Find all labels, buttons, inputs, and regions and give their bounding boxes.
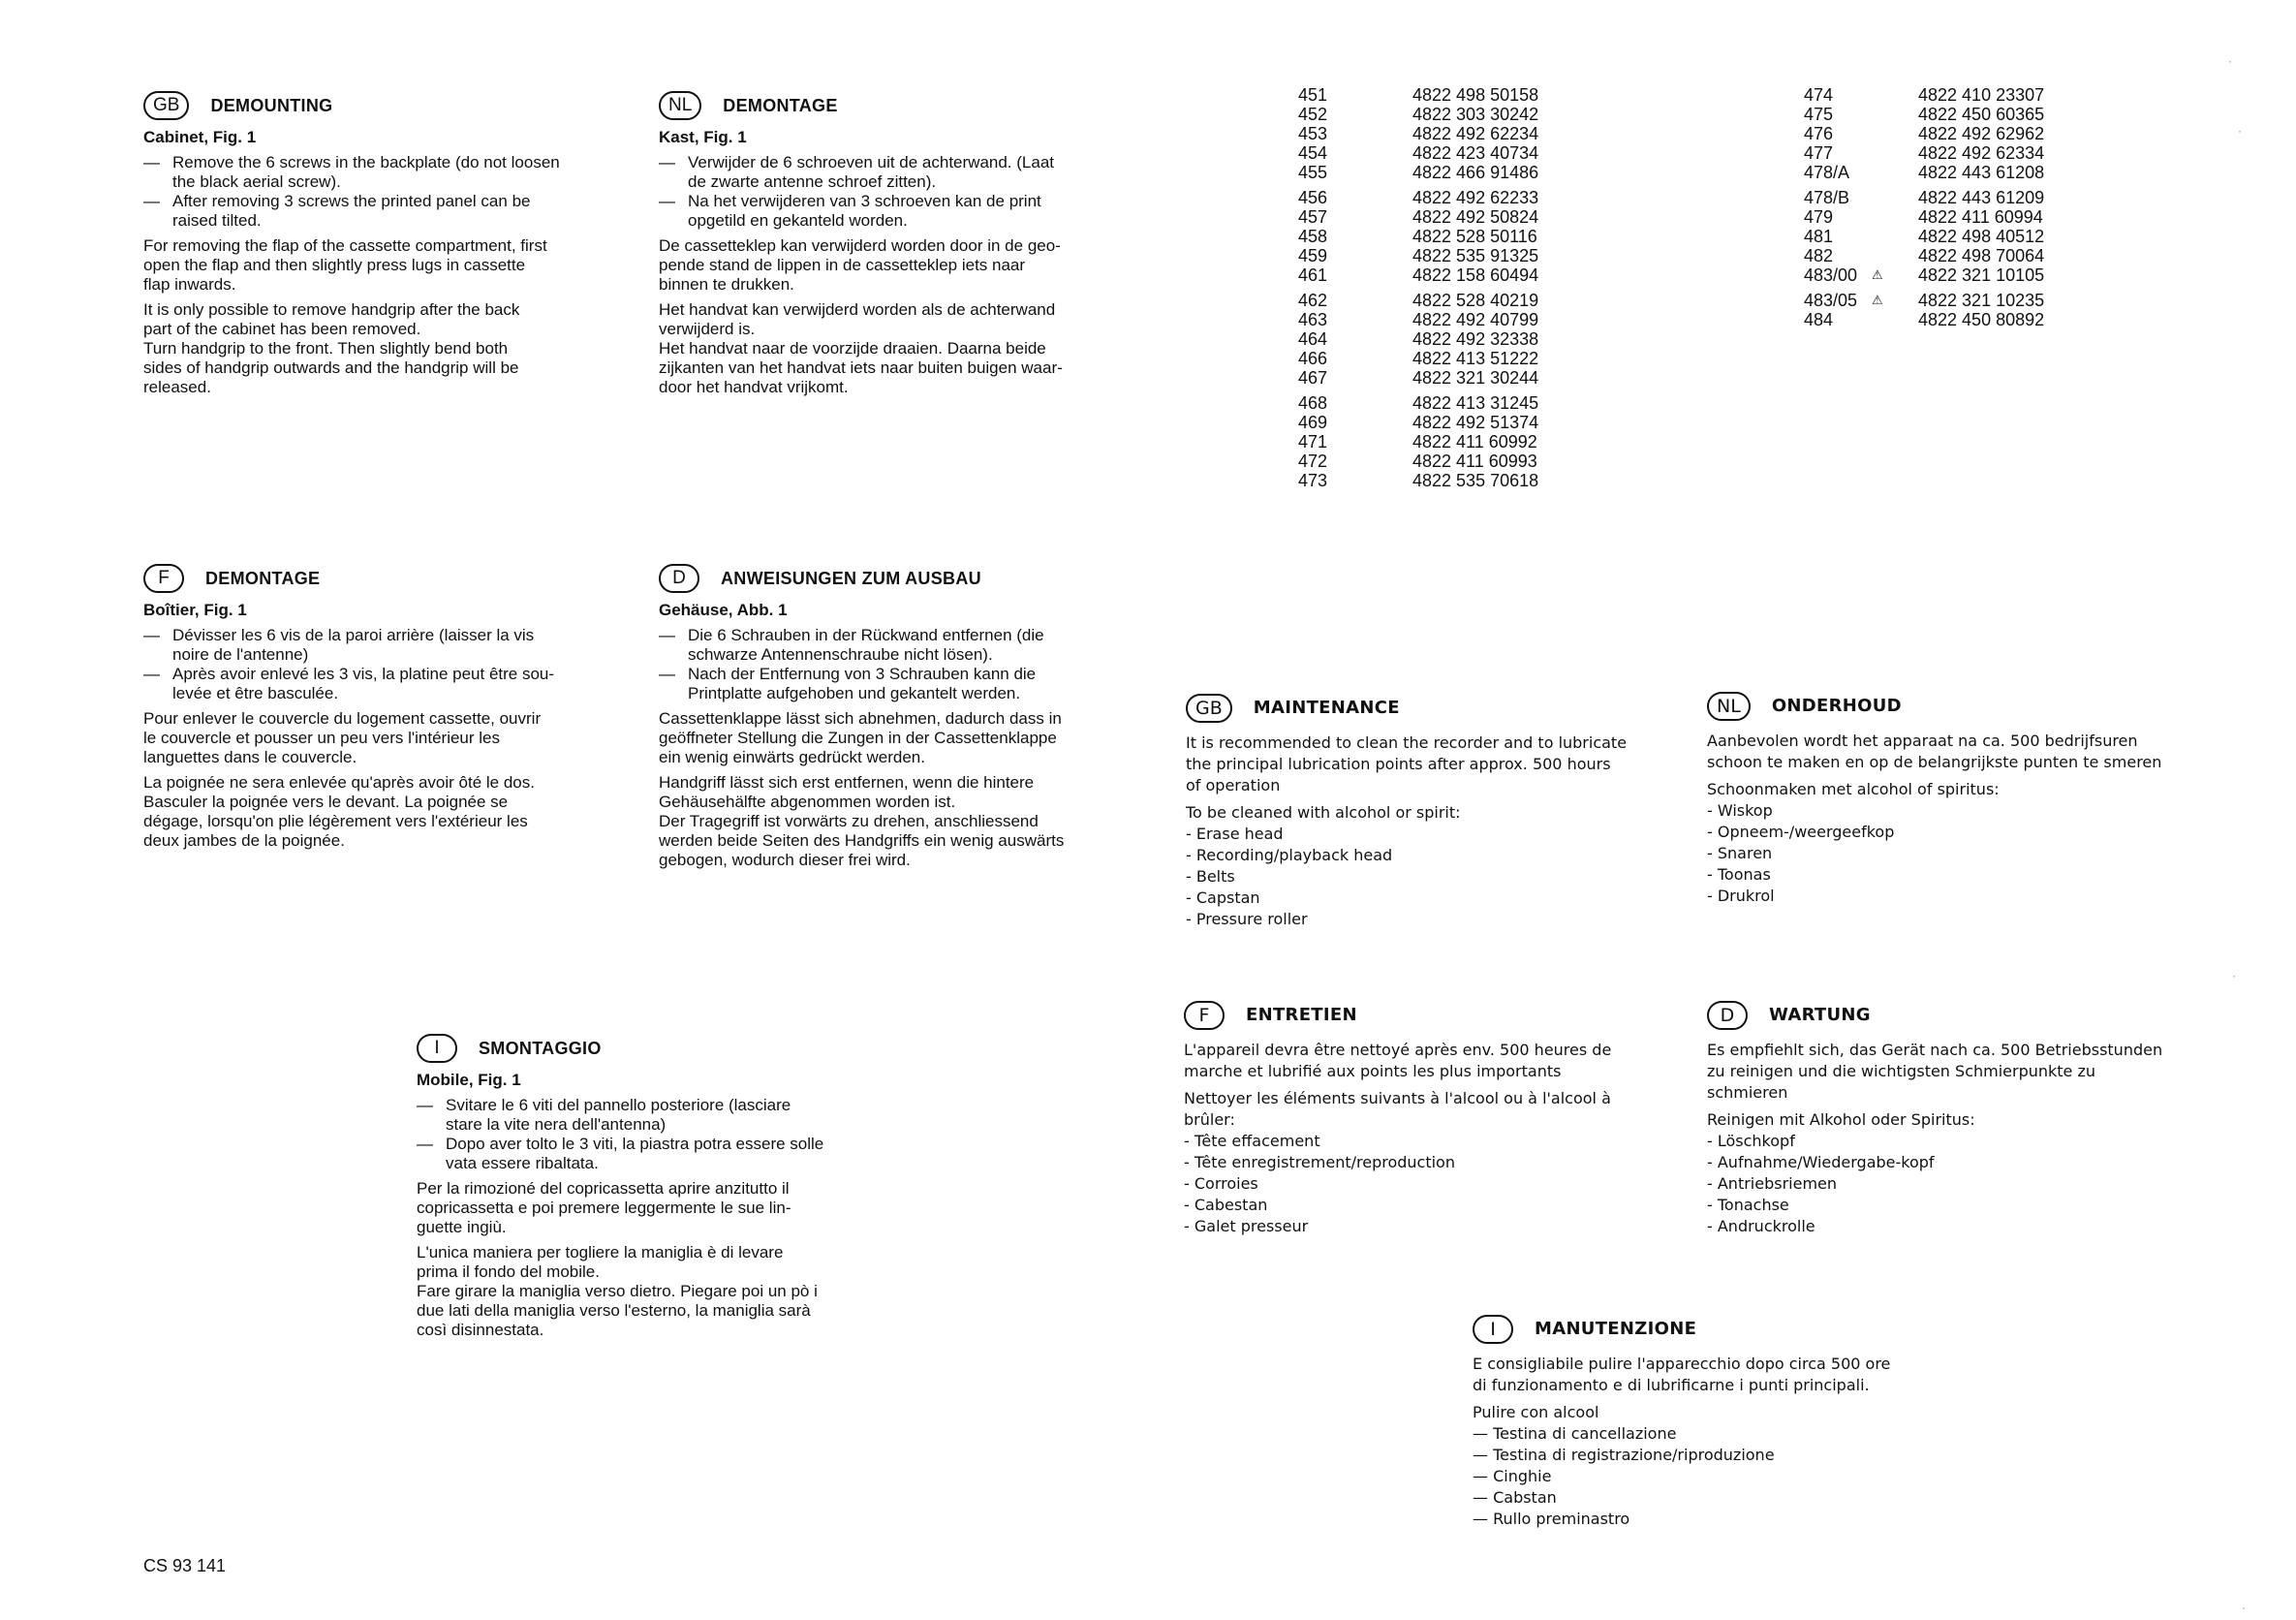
- section-title: ANWEISUNGEN ZUM AUSBAU: [721, 569, 981, 588]
- part-code: 4822 498 50158: [1412, 85, 1539, 105]
- parts-row: [1298, 265, 1589, 285]
- section-header: [1707, 1001, 2230, 1030]
- parts-row: [1804, 188, 2094, 207]
- paragraph: L'unica maniera per togliere la maniglia è di levare prima il fondo del mobile. Fare girare la maniglia verso dietro. Piegare poi un pò i due lati della maniglia verso l'esterno, la maniglia sarà così disinnestata.: [417, 1243, 818, 1339]
- parts-row: [1298, 471, 1589, 490]
- part-code: 4822 450 60365: [1918, 105, 2045, 124]
- section-title: MAINTENANCE: [1253, 698, 1400, 718]
- dash-bullet: —: [659, 626, 675, 644]
- language-badge: F: [1184, 1001, 1225, 1030]
- cleaning-item: - Tonachse: [1707, 1196, 1789, 1214]
- parts-row: [1804, 227, 2094, 246]
- dash-bullet: —: [659, 192, 675, 210]
- instruction-text: Dévisser les 6 vis de la paroi arrière (laisser la vis noire de l'antenne): [172, 626, 535, 664]
- part-number: 461: [1298, 265, 1328, 285]
- cleaning-item: - Tête effacement: [1184, 1132, 1320, 1150]
- part-number: 463: [1298, 310, 1328, 329]
- dash-bullet: —: [659, 665, 675, 683]
- instruction-item: [143, 626, 628, 665]
- part-number: 466: [1298, 349, 1328, 368]
- dash-bullet: —: [417, 1096, 433, 1114]
- cleaning-item: — Cabstan: [1473, 1488, 1557, 1507]
- part-code: 4822 492 51374: [1412, 413, 1539, 432]
- part-code: 4822 443 61209: [1918, 188, 2045, 207]
- cleaning-item: - Opneem-/weergeefkop: [1707, 823, 1895, 841]
- section-subtitle: Boîtier, Fig. 1: [143, 601, 247, 619]
- maintenance-intro: E consigliabile pulire l'apparecchio dopo circa 500 ore di funzionamento e di lubrificarne i punti principali.: [1473, 1355, 1891, 1394]
- document-code: CS 93 141: [143, 1556, 227, 1575]
- part-number: 482: [1804, 246, 1834, 265]
- section-subtitle: Cabinet, Fig. 1: [143, 128, 257, 146]
- parts-row: [1804, 124, 2094, 143]
- parts-row: [1298, 413, 1589, 432]
- paragraph: It is only possible to remove handgrip after the back part of the cabinet has been removed. Turn handgrip to the front. Then slightly bend both sides of handgrip outwards and the handgrip will be released.: [143, 300, 520, 396]
- cleaning-label: Schoonmaken met alcohol of spiritus:: [1707, 780, 2000, 798]
- part-number: 476: [1804, 124, 1834, 143]
- part-number: 474: [1804, 85, 1834, 105]
- parts-row: [1298, 349, 1589, 368]
- parts-row: [1804, 265, 2094, 285]
- part-number: 468: [1298, 393, 1328, 413]
- section-title: DEMONTAGE: [205, 569, 321, 588]
- part-code: 4822 411 60994: [1918, 207, 2043, 227]
- part-code: 4822 413 51222: [1412, 349, 1539, 368]
- parts-row: [1298, 246, 1589, 265]
- paragraph: Pour enlever le couvercle du logement cassette, ouvrir le couvercle et pousser un peu vers l'intérieur les languettes dans le couvercle.: [143, 709, 542, 766]
- part-code: 4822 498 70064: [1918, 246, 2045, 265]
- instruction-text: Verwijder de 6 schroeven uit de achterwand. (Laat de zwarte antenne schroef zitten).: [688, 153, 1055, 191]
- cleaning-item: - Toonas: [1707, 865, 1771, 884]
- dash-bullet: —: [143, 665, 160, 683]
- parts-row: [1298, 432, 1589, 452]
- part-code: 4822 321 30244: [1412, 368, 1539, 388]
- maintenance-intro: Aanbevolen wordt het apparaat na ca. 500 bedrijfsuren schoon te maken en op de belangrijkste punten te smeren: [1707, 732, 2162, 771]
- section-f-demontage: [143, 564, 628, 851]
- section-header: [1184, 1001, 1668, 1030]
- part-number: 481: [1804, 227, 1834, 246]
- paragraph: Cassettenklappe lässt sich abnehmen, dadurch dass in geöffneter Stellung die Zungen in der Cassettenklappe ein wenig einwärts gedrückt werden.: [659, 709, 1062, 766]
- part-code: 4822 492 62234: [1412, 124, 1539, 143]
- part-code: 4822 321 10235: [1918, 291, 2045, 310]
- instruction-item: [659, 192, 1163, 231]
- instruction-text: Remove the 6 screws in the backplate (do not loosen the black aerial screw).: [172, 153, 560, 191]
- part-number: 457: [1298, 207, 1328, 227]
- maintenance-intro: It is recommended to clean the recorder and to lubricate the principal lubrication points after approx. 500 hours of operation: [1186, 733, 1628, 794]
- part-number: 459: [1298, 246, 1328, 265]
- part-code: 4822 498 40512: [1918, 227, 2045, 246]
- part-code: 4822 443 61208: [1918, 163, 2045, 182]
- scan-mark: ·: [2242, 1601, 2246, 1614]
- parts-row: [1804, 310, 2094, 329]
- section-header: [1707, 692, 2230, 721]
- cleaning-label: To be cleaned with alcohol or spirit:: [1186, 803, 1461, 822]
- part-code: 4822 492 62233: [1412, 188, 1539, 207]
- instruction-text: Après avoir enlevé les 3 vis, la platine peut être sou- levée et être basculée.: [172, 665, 555, 702]
- instruction-text: Dopo aver tolto le 3 viti, la piastra potra essere solle vata essere ribaltata.: [446, 1135, 824, 1172]
- section-subtitle: Mobile, Fig. 1: [417, 1071, 521, 1089]
- language-badge: I: [1473, 1315, 1513, 1344]
- section-title: ONDERHOUD: [1771, 696, 1902, 716]
- parts-row: [1298, 310, 1589, 329]
- cleaning-item: - Cabestan: [1184, 1196, 1268, 1214]
- cleaning-label: Nettoyer les éléments suivants à l'alcool ou à l'alcool à brûler:: [1184, 1089, 1611, 1129]
- instruction-item: [417, 1096, 901, 1135]
- dash-bullet: —: [659, 153, 675, 171]
- part-number: 483/05: [1804, 291, 1858, 310]
- cleaning-item: - Löschkopf: [1707, 1132, 1795, 1150]
- language-badge: NL: [1707, 692, 1751, 721]
- warning-icon: ⚠: [1872, 293, 1883, 307]
- instruction-item: [659, 665, 1163, 703]
- cleaning-item: - Drukrol: [1707, 887, 1775, 905]
- part-number: 452: [1298, 105, 1328, 124]
- part-number: 467: [1298, 368, 1328, 388]
- part-code: 4822 535 91325: [1412, 246, 1539, 265]
- maintenance-intro: Es empfiehlt sich, das Gerät nach ca. 500 Betriebsstunden zu reinigen und die wichtigsten Schmierpunkte zu schmieren: [1707, 1041, 2163, 1102]
- cleaning-item: — Testina di cancellazione: [1473, 1424, 1677, 1443]
- parts-list-col2: [1804, 85, 2094, 329]
- language-badge: NL: [659, 91, 701, 120]
- part-code: 4822 303 30242: [1412, 105, 1539, 124]
- cleaning-item: - Aufnahme/Wiedergabe-kopf: [1707, 1153, 1935, 1171]
- parts-row: [1804, 246, 2094, 265]
- parts-row: [1298, 85, 1589, 105]
- instruction-item: [417, 1135, 901, 1173]
- part-number: 455: [1298, 163, 1328, 182]
- dash-bullet: —: [143, 626, 160, 644]
- instruction-item: [143, 153, 628, 192]
- part-code: 4822 450 80892: [1918, 310, 2045, 329]
- section-title: MANUTENZIONE: [1535, 1319, 1697, 1339]
- language-badge: F: [143, 564, 184, 593]
- parts-row: [1804, 291, 2094, 310]
- section-title: ENTRETIEN: [1246, 1005, 1357, 1025]
- cleaning-item: - Andruckrolle: [1707, 1217, 1815, 1235]
- part-code: 4822 492 50824: [1412, 207, 1539, 227]
- cleaning-item: - Antriebsriemen: [1707, 1174, 1838, 1193]
- dash-bullet: —: [143, 153, 160, 171]
- section-i-manutenzione: [1473, 1315, 1976, 1530]
- parts-list-col1: [1298, 85, 1589, 490]
- section-nl-onderhoud: [1707, 692, 2230, 907]
- section-i-smontaggio: [417, 1034, 901, 1340]
- section-header: [659, 91, 1163, 120]
- language-badge: GB: [143, 91, 189, 120]
- part-number: 462: [1298, 291, 1328, 310]
- section-f-entretien: [1184, 1001, 1668, 1237]
- language-badge: D: [1707, 1001, 1748, 1030]
- part-code: 4822 535 70618: [1412, 471, 1539, 490]
- part-code: 4822 411 60992: [1412, 432, 1537, 452]
- section-header: [659, 564, 1163, 593]
- part-number: 469: [1298, 413, 1328, 432]
- parts-row: [1804, 85, 2094, 105]
- cleaning-label: Pulire con alcool: [1473, 1403, 1599, 1421]
- part-number: 464: [1298, 329, 1328, 349]
- section-title: WARTUNG: [1769, 1005, 1871, 1025]
- parts-row: [1804, 143, 2094, 163]
- parts-row: [1298, 143, 1589, 163]
- part-number: 471: [1298, 432, 1328, 452]
- part-number: 477: [1804, 143, 1834, 163]
- language-badge: I: [417, 1034, 457, 1063]
- cleaning-item: - Recording/playback head: [1186, 846, 1393, 864]
- instruction-text: Nach der Entfernung von 3 Schrauben kann die Printplatte aufgehoben und gekantelt werden.: [688, 665, 1037, 702]
- section-gb-demounting: [143, 91, 628, 397]
- part-number: 475: [1804, 105, 1834, 124]
- part-code: 4822 423 40734: [1412, 143, 1539, 163]
- parts-row: [1298, 207, 1589, 227]
- parts-row: [1298, 227, 1589, 246]
- instruction-text: After removing 3 screws the printed panel can be raised tilted.: [172, 192, 531, 230]
- section-title: SMONTAGGIO: [479, 1039, 602, 1058]
- section-d-wartung: [1707, 1001, 2230, 1237]
- instruction-item: [659, 626, 1163, 665]
- part-code: 4822 466 91486: [1412, 163, 1539, 182]
- parts-row: [1804, 163, 2094, 182]
- part-number: 473: [1298, 471, 1328, 490]
- cleaning-item: - Galet presseur: [1184, 1217, 1309, 1235]
- parts-row: [1298, 188, 1589, 207]
- instruction-text: Svitare le 6 viti del pannello posteriore (lasciare stare la vite nera dell'antenna): [446, 1096, 791, 1134]
- dash-bullet: —: [143, 192, 160, 210]
- part-code: 4822 492 62962: [1918, 124, 2045, 143]
- paragraph: Per la rimozioné del copricassetta aprire anzitutto il copricassetta e poi premere leggermente le sue lin- guette ingiù.: [417, 1179, 791, 1236]
- cleaning-item: - Snaren: [1707, 844, 1773, 862]
- parts-row: [1804, 207, 2094, 227]
- section-d-ausbau: [659, 564, 1163, 870]
- instruction-item: [659, 153, 1163, 192]
- paragraph: La poignée ne sera enlevée qu'après avoir ôté le dos. Basculer la poignée vers le devant. La poignée se dégage, lorsqu'on plie légèrement vers l'extérieur les deux jambes de la poignée.: [143, 773, 535, 850]
- section-nl-demontage: [659, 91, 1163, 397]
- cleaning-item: - Wiskop: [1707, 801, 1773, 820]
- part-code: 4822 492 32338: [1412, 329, 1539, 349]
- instruction-text: Die 6 Schrauben in der Rückwand entfernen (die schwarze Antennenschraube nicht lösen).: [688, 626, 1044, 664]
- cleaning-item: - Corroies: [1184, 1174, 1258, 1193]
- scan-mark: ·: [2238, 124, 2242, 138]
- language-badge: GB: [1186, 694, 1232, 723]
- part-number: 453: [1298, 124, 1328, 143]
- instruction-item: [143, 665, 628, 703]
- part-number: 458: [1298, 227, 1328, 246]
- cleaning-item: - Belts: [1186, 867, 1235, 886]
- cleaning-item: - Pressure roller: [1186, 910, 1308, 928]
- part-code: 4822 410 23307: [1918, 85, 2045, 105]
- cleaning-item: - Capstan: [1186, 888, 1260, 907]
- part-code: 4822 528 40219: [1412, 291, 1539, 310]
- parts-row: [1298, 368, 1589, 388]
- cleaning-item: - Erase head: [1186, 825, 1284, 843]
- instruction-item: [143, 192, 628, 231]
- part-code: 4822 413 31245: [1412, 393, 1539, 413]
- warning-icon: ⚠: [1872, 267, 1883, 282]
- cleaning-label: Reinigen mit Alkohol oder Spiritus:: [1707, 1110, 1975, 1129]
- parts-row: [1298, 393, 1589, 413]
- parts-row: [1804, 105, 2094, 124]
- part-number: 483/00: [1804, 265, 1858, 285]
- scan-mark: ·: [2232, 969, 2236, 982]
- parts-row: [1298, 163, 1589, 182]
- parts-row: [1298, 124, 1589, 143]
- part-number: 454: [1298, 143, 1328, 163]
- part-number: 456: [1298, 188, 1328, 207]
- section-header: [417, 1034, 901, 1063]
- language-badge: D: [659, 564, 699, 593]
- part-number: 451: [1298, 85, 1328, 105]
- section-title: DEMOUNTING: [210, 96, 333, 115]
- paragraph: Het handvat kan verwijderd worden als de achterwand verwijderd is. Het handvat naar de voorzijde draaien. Daarna beide zijkanten van het handvat iets naar buiten buigen waar- door het handvat vrijkomt.: [659, 300, 1063, 396]
- part-code: 4822 492 62334: [1918, 143, 2045, 163]
- cleaning-item: — Rullo preminastro: [1473, 1510, 1630, 1528]
- parts-row: [1298, 329, 1589, 349]
- parts-row: [1298, 105, 1589, 124]
- part-code: 4822 158 60494: [1412, 265, 1539, 285]
- section-header: [1186, 694, 1690, 723]
- scan-mark: ·: [2228, 54, 2232, 68]
- part-number: 479: [1804, 207, 1834, 227]
- section-subtitle: Kast, Fig. 1: [659, 128, 747, 146]
- section-title: DEMONTAGE: [723, 96, 838, 115]
- parts-row: [1298, 291, 1589, 310]
- part-number: 478/A: [1804, 163, 1850, 182]
- section-subtitle: Gehäuse, Abb. 1: [659, 601, 788, 619]
- instruction-text: Na het verwijderen van 3 schroeven kan de print opgetild en gekanteld worden.: [688, 192, 1041, 230]
- cleaning-item: - Tête enregistrement/reproduction: [1184, 1153, 1455, 1171]
- section-header: [143, 564, 628, 593]
- part-number: 484: [1804, 310, 1834, 329]
- paragraph: Handgriff lässt sich erst entfernen, wenn die hintere Gehäusehälfte abgenommen worden ist. Der Tragegriff ist vorwärts zu drehen, anschliessend werden beide Seiten des Handgriffs ein wenig auswärts gebogen, wodurch dieser frei wird.: [659, 773, 1065, 869]
- part-code: 4822 411 60993: [1412, 452, 1537, 471]
- part-code: 4822 492 40799: [1412, 310, 1539, 329]
- section-gb-maintenance: [1186, 694, 1690, 930]
- cleaning-item: — Cinghie: [1473, 1467, 1552, 1485]
- part-code: 4822 528 50116: [1412, 227, 1537, 246]
- dash-bullet: —: [417, 1135, 433, 1153]
- part-code: 4822 321 10105: [1918, 265, 2045, 285]
- parts-row: [1298, 452, 1589, 471]
- section-header: [143, 91, 628, 120]
- paragraph: For removing the flap of the cassette compartment, first open the flap and then slightly press lugs in cassette flap inwards.: [143, 236, 547, 294]
- maintenance-intro: L'appareil devra être nettoyé après env. 500 heures de marche et lubrifié aux points les plus importants: [1184, 1041, 1612, 1080]
- part-number: 472: [1298, 452, 1328, 471]
- section-header: [1473, 1315, 1976, 1344]
- paragraph: De cassetteklep kan verwijderd worden door in de geo- pende stand de lippen in de cassetteklep iets naar binnen te drukken.: [659, 236, 1061, 294]
- part-number: 478/B: [1804, 188, 1850, 207]
- cleaning-item: — Testina di registrazione/riproduzione: [1473, 1446, 1775, 1464]
